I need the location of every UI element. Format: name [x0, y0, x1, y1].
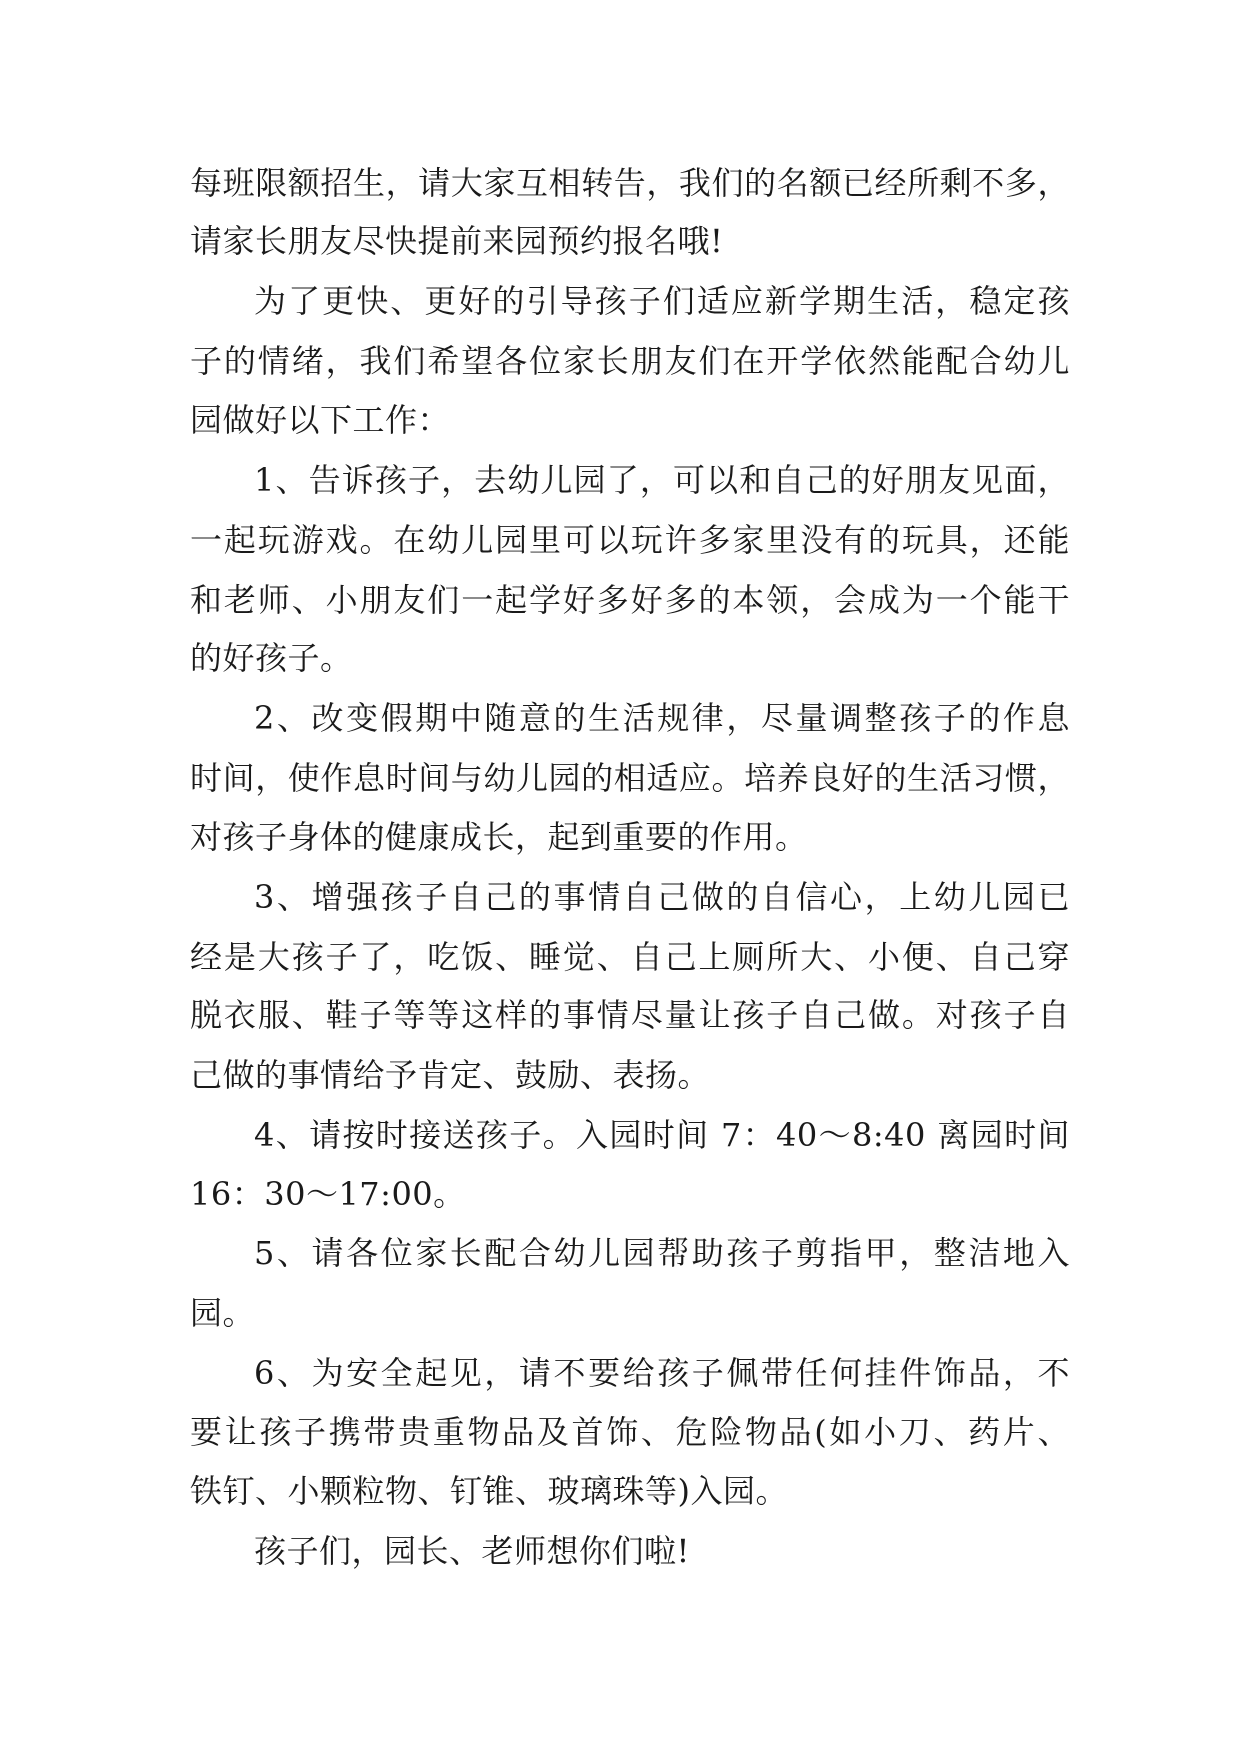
text-line: 为了更快、更好的引导孩子们适应新学期生活，稳定孩 [254, 282, 1070, 320]
text-line: 园。 [190, 1294, 256, 1332]
text-line: 对孩子身体的健康成长，起到重要的作用。 [190, 818, 808, 856]
text-line: 时间，使作息时间与幼儿园的相适应。培养良好的生活习惯， [190, 759, 1070, 797]
text-line: 孩子们，园长、老师想你们啦! [254, 1532, 690, 1570]
text-line: 和老师、小朋友们一起学好多好多的本领，会成为一个能干 [190, 581, 1070, 619]
text-line: 脱衣服、鞋子等等这样的事情尽量让孩子自己做。对孩子自 [190, 996, 1070, 1034]
text-line: 每班限额招生，请大家互相转告，我们的名额已经所剩不多， [190, 164, 1070, 202]
text-line: 的好孩子。 [190, 639, 353, 677]
text-line: 3、增强孩子自己的事情自己做的自信心，上幼儿园已 [254, 878, 1070, 916]
text-line: 2、改变假期中随意的生活规律，尽量调整孩子的作息 [254, 699, 1070, 737]
text-line: 铁钉、小颗粒物、钉锥、玻璃珠等)入园。 [190, 1472, 788, 1510]
text-line: 16：30～17:00。 [190, 1175, 466, 1213]
text-line: 请家长朋友尽快提前来园预约报名哦! [190, 222, 724, 260]
text-line: 1、告诉孩子，去幼儿园了，可以和自己的好朋友见面， [254, 461, 1070, 499]
text-line: 园做好以下工作： [190, 401, 451, 439]
text-line: 5、请各位家长配合幼儿园帮助孩子剪指甲，整洁地入 [254, 1234, 1070, 1272]
text-line: 6、为安全起见，请不要给孩子佩带任何挂件饰品，不 [254, 1354, 1070, 1392]
text-line: 子的情绪，我们希望各位家长朋友们在开学依然能配合幼儿 [190, 342, 1070, 380]
text-line: 一起玩游戏。在幼儿园里可以玩许多家里没有的玩具，还能 [190, 521, 1070, 559]
text-line: 己做的事情给予肯定、鼓励、表扬。 [190, 1056, 711, 1094]
text-line: 4、请按时接送孩子。入园时间 7：40～8:40 离园时间 [254, 1116, 1070, 1154]
text-line: 要让孩子携带贵重物品及首饰、危险物品(如小刀、药片、 [190, 1413, 1070, 1451]
text-line: 经是大孩子了，吃饭、睡觉、自己上厕所大、小便、自己穿 [190, 938, 1070, 976]
